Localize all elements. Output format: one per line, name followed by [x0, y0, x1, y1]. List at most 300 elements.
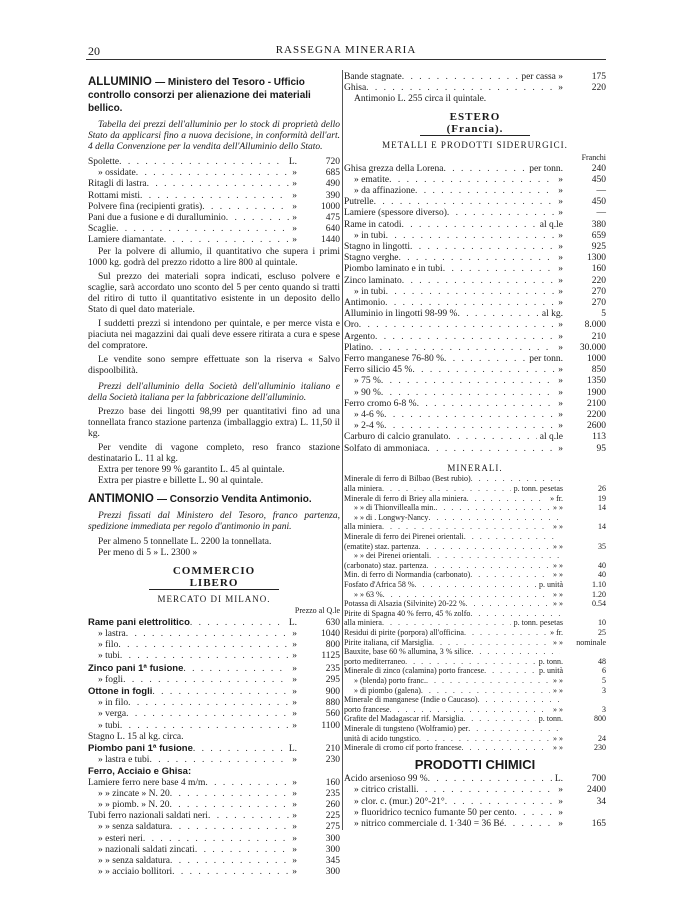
- price-row-label: Ghisa: [344, 83, 367, 94]
- price-row-unit: »: [292, 235, 297, 246]
- leader-dots: [384, 410, 555, 421]
- antimonio-title: ANTIMONIO: [88, 492, 154, 505]
- price-row-value: 235: [325, 788, 340, 799]
- antimonio-subtitle: — Consorzio Vendita Antimonio.: [157, 493, 312, 505]
- mineral-row: [344, 638, 606, 648]
- price-row-label: Putrelle: [344, 197, 374, 208]
- price-row-unit: al q.le: [539, 219, 563, 230]
- mineral-row-label: » di piombo (galena): [354, 685, 421, 695]
- price-row-label: Alluminio in lingotti 98-99 %: [344, 309, 458, 320]
- metalli-title: METALLI E PRODOTTI SIDERURGICI.: [382, 140, 568, 151]
- leader-dots: [445, 797, 556, 808]
- ferro-list: [88, 778, 340, 879]
- mineral-row-label: Potassa di Alsazia (Silvinite) 20-22 %: [344, 599, 466, 609]
- price-row-unit: »: [558, 320, 563, 331]
- chem-row-label: Acido arsenioso 99 %: [344, 774, 428, 785]
- paragraph: Le vendite sono sempre effettuate son la riserva « Salvo dispoolbilità.: [88, 354, 340, 376]
- price-row-value: 880: [325, 698, 340, 709]
- mineral-row: [344, 724, 606, 734]
- leader-dots: [152, 687, 289, 698]
- chem-row: [344, 785, 606, 796]
- mineral-row-label: alla miniera: [344, 618, 382, 628]
- leader-dots: [428, 774, 552, 785]
- mineral-row-label: Minerale di tungsteno (Wolframio) per: [344, 723, 469, 733]
- price-row: [88, 235, 340, 246]
- franchi-caption: Franchi: [581, 153, 606, 162]
- price-row-value: 160: [591, 264, 606, 275]
- price-row-label: Ferro silicio 45 %: [344, 365, 413, 376]
- mineral-row-unit: p. tonn. pesetas: [513, 484, 563, 494]
- price-row-unit: »: [292, 190, 297, 201]
- leader-dots: [359, 320, 555, 331]
- mineral-row-label: » » dei Pirenei orientali: [354, 551, 430, 561]
- leader-dots: [421, 686, 550, 696]
- price-row-label: » lastra: [98, 629, 126, 640]
- leader-dots: [170, 800, 290, 811]
- price-row: [88, 778, 340, 789]
- mineral-row: [344, 705, 606, 715]
- price-row-label: » 75 %: [354, 376, 381, 387]
- price-row-unit: per tonn.: [529, 163, 563, 174]
- price-row-value: 113: [592, 432, 606, 443]
- price-row-label: Lamiere diamantate: [88, 235, 164, 246]
- price-row-label: » » acciaio bollitori: [98, 867, 173, 878]
- price-row: [88, 811, 340, 822]
- price-row-label: » nazionali saldati zincati: [98, 844, 195, 855]
- mineral-row: [344, 618, 606, 628]
- price-row-unit: »: [558, 242, 563, 253]
- price-row: [344, 175, 606, 186]
- price-row-label: Ghisa grezza della Lorena: [344, 163, 444, 174]
- price-row: [88, 743, 340, 755]
- price-row-value: 260: [325, 800, 340, 811]
- antimonio-intro: Prezzi fissati dal Ministero del Tesoro, franco partenza, spedizione immediata per regolo d'antimonio in pani.: [88, 510, 340, 532]
- price-row: [344, 197, 606, 208]
- price-row-unit: per cassa »: [521, 72, 563, 82]
- chem-row-unit: »: [558, 819, 563, 830]
- mineral-row: [344, 743, 606, 753]
- leader-dots: [504, 819, 555, 830]
- price-row-label: Lamiere ferro nere base 4 m/m: [88, 777, 206, 788]
- leader-dots: [193, 744, 286, 755]
- mineral-row-label: » » di Thionvillealla min.: [354, 503, 436, 513]
- leader-dots: [471, 647, 560, 657]
- mineral-row-value: 230: [594, 743, 606, 753]
- mineral-row-value: 48: [598, 656, 606, 666]
- mineral-row-value: 35: [598, 541, 606, 551]
- price-row-unit: »: [292, 687, 297, 698]
- mineral-row-label: Min. di ferro di Normandia (carbonato): [344, 570, 471, 580]
- price-row-label: Rottami misti: [88, 190, 140, 201]
- chem-row-value: 165: [591, 819, 606, 830]
- mineral-row: [344, 666, 606, 676]
- price-row-value: 490: [325, 179, 340, 190]
- mineral-row: [344, 599, 606, 609]
- mineral-row-unit: » »: [553, 541, 563, 551]
- leader-dots: [381, 388, 555, 399]
- price-row: [88, 663, 340, 675]
- leader-dots: [444, 354, 526, 365]
- price-row-value: 210: [325, 744, 340, 755]
- price-row: [88, 800, 340, 811]
- leader-dots: [202, 202, 289, 213]
- leader-dots: [415, 186, 555, 197]
- price-row-unit: »: [558, 230, 563, 241]
- price-row-unit: »: [292, 833, 297, 844]
- price-row-value: 220: [591, 275, 606, 286]
- price-row: [344, 242, 606, 253]
- mineral-row-label: Minerale di ferro dei Pirenei orientali: [344, 532, 464, 542]
- mineral-row: [344, 513, 606, 523]
- antimonio-heading: [88, 493, 340, 506]
- mineral-row: [344, 647, 606, 657]
- price-row: [88, 179, 340, 190]
- price-row: [88, 651, 340, 662]
- price-row: [88, 202, 340, 213]
- price-row: [88, 157, 340, 168]
- price-row-unit: L.: [288, 157, 297, 167]
- mineral-row-label: Grafite del Madagascar rif. Marsiglia: [344, 714, 464, 724]
- leader-dots: [136, 168, 290, 179]
- price-row-unit: »: [558, 83, 563, 94]
- price-row-unit: »: [292, 720, 297, 731]
- chimici-title: PRODOTTI CHIMICI: [414, 756, 536, 772]
- mineral-row-label: Minerale di zinco (calamina) porto francese: [344, 666, 485, 676]
- price-row: [88, 675, 340, 686]
- mineral-row-value: 10: [598, 618, 606, 628]
- price-row-unit: »: [292, 811, 297, 822]
- price-row-label: Piombo pani 1ª fusione: [88, 743, 193, 755]
- price-row-value: 300: [325, 844, 340, 855]
- zinco-list: [88, 663, 340, 686]
- leader-dots: [463, 714, 535, 724]
- price-row: [344, 320, 606, 331]
- price-row-label: » » senza saldatura: [98, 822, 171, 833]
- price-row-value: 300: [325, 833, 340, 844]
- price-row: [88, 755, 340, 766]
- chem-row-value: 700: [591, 774, 606, 785]
- price-row: [344, 298, 606, 309]
- price-row: [344, 72, 606, 83]
- mineral-row: [344, 590, 606, 600]
- price-row-label: Ottone in fogli: [88, 686, 153, 698]
- price-row-label: Zinco laminato: [344, 275, 402, 286]
- price-row-unit: »: [292, 640, 297, 651]
- chem-row-unit: L.: [554, 774, 563, 785]
- alluminio-heading: [88, 76, 340, 115]
- price-row-value: 900: [325, 687, 340, 698]
- leader-dots: [382, 484, 511, 494]
- mineral-row: [344, 522, 606, 532]
- mineral-row-unit: » fr.: [550, 627, 563, 637]
- mercato-milano: MERCATO DI MILANO.: [157, 593, 271, 604]
- price-row: [344, 432, 606, 443]
- leader-dots: [386, 287, 556, 298]
- price-row-value: 2100: [587, 398, 606, 409]
- price-row-value: 345: [325, 856, 340, 867]
- antimonio-line: Per almeno 5 tonnellate L. 2200 la tonnellata.: [98, 536, 272, 547]
- leader-dots: [417, 399, 556, 410]
- leader-dots: [402, 72, 519, 83]
- price-row-unit: »: [558, 421, 563, 432]
- price-row-label: » ossidate: [98, 168, 136, 179]
- mineral-row-label: alla miniera: [344, 522, 382, 532]
- mineral-row: [344, 570, 606, 580]
- price-row-label: » fogli: [98, 674, 124, 685]
- price-row-value: 225: [325, 811, 340, 822]
- leader-dots: [447, 208, 555, 219]
- mineral-row-unit: p. tonn. pesetas: [513, 618, 563, 628]
- leader-dots: [429, 551, 560, 561]
- mineral-row-label: » » di . Longwy-Nancy: [354, 512, 429, 522]
- mineral-row-unit: p. unità: [539, 666, 563, 676]
- mineral-row: [344, 532, 606, 542]
- price-row-label: Stagno in lingotti: [344, 242, 410, 253]
- price-row-unit: »: [558, 286, 563, 297]
- leader-dots: [170, 789, 289, 800]
- price-row: [344, 164, 606, 175]
- price-row-value: 1000: [321, 201, 340, 212]
- price-row: [344, 231, 606, 242]
- leader-dots: [183, 664, 289, 675]
- price-row: [344, 444, 606, 455]
- leader-dots: [382, 522, 550, 532]
- price-row-label: » in tubi: [354, 286, 386, 297]
- mineral-row: [344, 503, 606, 513]
- price-row-value: 2600: [587, 421, 606, 432]
- mineral-row-unit: » »: [553, 599, 563, 609]
- price-row-label: Zinco pani 1ª fusione: [88, 662, 184, 674]
- alluminio-subtitle: — Ministero del Tesoro - Ufficio controllo consorzi per alienazione dei materiali bellico.: [88, 77, 311, 114]
- price-row-label: » in tubi: [354, 230, 386, 241]
- price-row-label: Ferro manganese 76-80 %: [344, 354, 444, 365]
- stagno-text: Stagno L. 15 al kg. circa.: [88, 731, 184, 742]
- price-row: [344, 354, 606, 365]
- leader-dots: [120, 721, 289, 732]
- leader-dots: [140, 191, 289, 202]
- price-row: [344, 365, 606, 376]
- column-divider: [342, 70, 343, 830]
- chem-row-value: 2400: [587, 785, 606, 796]
- mineral-row-label: Residui di pirite (porpora) all'officina: [344, 627, 464, 637]
- price-row-value: 210: [591, 331, 606, 342]
- leader-dots: [464, 628, 547, 638]
- price-row-unit: »: [558, 208, 563, 219]
- leader-dots: [170, 822, 289, 833]
- mineral-row-unit: p. unità: [539, 580, 563, 589]
- price-row-label: » » piomb. » N. 20: [98, 800, 170, 811]
- price-row-value: 800: [325, 640, 340, 651]
- ferro-heading: Ferro, Acciaio e Ghisa:: [88, 766, 192, 778]
- leader-dots: [435, 503, 550, 513]
- mineral-row: [344, 628, 606, 638]
- leader-dots: [128, 698, 289, 709]
- ottone-list: [88, 686, 340, 732]
- price-row: [88, 168, 340, 179]
- mineral-row: [344, 580, 606, 590]
- price-row-value: —: [596, 208, 606, 219]
- price-row-label: » 90 %: [354, 387, 381, 398]
- mineral-row: [344, 494, 606, 504]
- mineral-row-label: porto mediterraneo: [344, 656, 406, 666]
- page-number: 20: [88, 44, 100, 58]
- leader-dots: [384, 421, 555, 432]
- chem-row-unit: »: [558, 785, 563, 796]
- leader-dots: [419, 734, 550, 744]
- leader-dots: [484, 666, 536, 676]
- price-row-unit: »: [558, 342, 563, 353]
- price-caption: Prezzo al Q.le: [294, 606, 340, 616]
- price-row-value: 925: [591, 242, 606, 253]
- price-row-unit: al q.le: [539, 432, 563, 443]
- alluminio-societa-note: Prezzi dell'alluminio della Società dell'alluminio italiano e della Società italiana per la fabbricazione dell'alluminio.: [88, 381, 340, 403]
- mineral-row-label: (carbonato) staz. partenza: [344, 560, 427, 570]
- price-row: [88, 834, 340, 845]
- price-row-value: —: [596, 186, 606, 196]
- price-row: [88, 845, 340, 856]
- price-row-unit: »: [292, 709, 297, 720]
- leader-dots: [374, 197, 556, 208]
- price-row: [88, 686, 340, 698]
- leader-dots: [226, 213, 290, 224]
- price-row-unit: »: [558, 443, 563, 454]
- mineral-row: [344, 484, 606, 494]
- price-row: [344, 343, 606, 354]
- chem-row: [344, 774, 606, 785]
- alluminio-intro: Tabella dei prezzi dell'alluminio per lo stock di proprietà dello Stato da applicarsi fino a nuova decisione, in conformità dell'art. 4 della Convenzione per la vendita dell'Alluminio dello Stato.: [88, 120, 340, 152]
- price-row-label: Platino: [344, 342, 371, 353]
- price-row-value: 5: [601, 309, 606, 320]
- stagno-line: [88, 732, 340, 743]
- mineral-row: [344, 695, 606, 705]
- price-row-label: » tubi: [98, 651, 120, 662]
- piombo-list: [88, 743, 340, 766]
- price-row-label: Piombo laminato e in tubi: [344, 264, 443, 275]
- price-row-label: Ferro cromo 6-8 %: [344, 398, 417, 409]
- mineral-row-value: 1.20: [592, 589, 606, 599]
- mineral-row-value: 6: [602, 666, 606, 676]
- price-row-label: » » zincate » N. 20: [98, 788, 170, 799]
- price-row: [88, 867, 340, 878]
- chem-row-unit: »: [558, 796, 563, 807]
- leader-dots: [418, 542, 550, 552]
- chem-row-label: » clor. c. (mur.) 20°-21°: [354, 796, 445, 807]
- mineral-row-label: Pirite italiana, cif Marsiglia: [344, 637, 432, 647]
- price-row: [344, 388, 606, 399]
- price-row: [344, 186, 606, 197]
- price-row: [88, 617, 340, 629]
- price-row-unit: »: [292, 844, 297, 855]
- leader-dots: [398, 253, 555, 264]
- leader-dots: [208, 811, 289, 822]
- leader-dots: [412, 365, 555, 376]
- price-row-value: 235: [325, 663, 340, 674]
- leader-dots: [119, 157, 286, 168]
- leader-dots: [470, 609, 560, 619]
- mineral-row-label: » » 63 %: [354, 589, 383, 599]
- price-row-value: 630: [325, 617, 340, 628]
- mineral-row-unit: p. tonn.: [538, 656, 563, 666]
- price-row-value: 240: [591, 163, 606, 174]
- price-row-unit: »: [558, 253, 563, 264]
- price-row-value: 275: [325, 822, 340, 833]
- right-column: [344, 72, 606, 830]
- price-row-value: 685: [325, 168, 340, 179]
- price-row-value: 1440: [321, 235, 340, 246]
- price-row-label: Spolette: [88, 157, 120, 167]
- price-row-label: Ritagli di lastra: [88, 179, 147, 190]
- price-row-label: » tubi: [98, 720, 120, 731]
- journal-title: RASSEGNA MINERARIA: [275, 44, 417, 56]
- price-row-label: Polvere fina (recipienti gratis): [88, 201, 203, 212]
- price-row-unit: »: [558, 410, 563, 421]
- mineral-row-value: 1.10: [592, 580, 606, 589]
- mineral-row-unit: » »: [553, 560, 563, 570]
- price-row-label: » lastra e tubi: [98, 755, 150, 766]
- paragraph: Per vendite di vagone completo, reso franco stazione destinatario L. 11 al kg.: [88, 442, 340, 464]
- mineral-row-unit: » »: [553, 503, 563, 513]
- price-row-label: » esteri neri: [98, 833, 143, 844]
- leader-dots: [147, 179, 290, 190]
- leader-dots: [143, 834, 289, 845]
- price-row-unit: »: [558, 365, 563, 376]
- price-row-unit: »: [292, 674, 297, 685]
- leader-dots: [471, 474, 560, 484]
- price-row: [88, 822, 340, 833]
- price-row-label: » » senza saldatura: [98, 856, 171, 867]
- price-row: [88, 191, 340, 202]
- mineral-row-value: 19: [598, 493, 606, 503]
- mineral-row: [344, 686, 606, 696]
- leader-dots: [383, 590, 550, 600]
- chem-row-label: » fluoridrico tecnico fumante 50 per cento: [354, 807, 515, 818]
- mineral-row-label: Minerale di ferro di Briey alla miniera: [344, 493, 467, 503]
- leader-dots: [366, 83, 555, 94]
- price-row: [88, 224, 340, 235]
- leader-dots: [381, 376, 555, 387]
- mineral-row-label: Bauxite, base 60 % allumina, 3 % silice: [344, 647, 472, 657]
- price-row: [344, 376, 606, 387]
- price-row-unit: »: [292, 629, 297, 640]
- leader-dots: [427, 444, 555, 455]
- mineral-row: [344, 609, 606, 619]
- alluminio-price-list: [88, 157, 340, 247]
- leader-dots: [164, 235, 290, 246]
- minerali-list: [344, 474, 606, 752]
- leader-dots: [457, 309, 538, 320]
- leader-dots: [415, 580, 536, 590]
- leader-dots: [382, 618, 511, 628]
- left-column: [88, 72, 340, 878]
- price-row: [88, 640, 340, 651]
- paragraph: Sul prezzo dei materiali sopra indicati, escluso polvere e scaglie, sarà accordato uno sconto del 5 per cento quando si tratti del ritiro di tutto il quantitativo esistente in un deposito dello Stato di quel dato materiale.: [88, 271, 340, 315]
- price-row: [88, 698, 340, 709]
- price-row-unit: per tonn.: [529, 354, 563, 365]
- leader-dots: [514, 808, 555, 819]
- price-row: [88, 709, 340, 720]
- paragraph: Prezzo base dei lingotti 98,99 per quantitativi fino ad una tonnellata franco stazione partenza (imballaggio extra) L. 11,50 il kg.: [88, 406, 340, 439]
- leader-dots: [462, 743, 550, 753]
- mineral-row: [344, 474, 606, 484]
- leader-dots: [416, 785, 555, 796]
- paragraph: I suddetti prezzi si intendono per quintale, e per merce vista e piaciuta nei magazzini dai quali deve essere ritirata a cura e spese del compratore.: [88, 318, 340, 351]
- price-row-unit: »: [558, 298, 563, 309]
- price-row-unit: »: [292, 168, 297, 179]
- price-row-label: Rame in catodi: [344, 219, 402, 230]
- price-row-label: » ematite: [354, 174, 390, 185]
- mineral-row-unit: » fr.: [550, 493, 563, 503]
- price-row-label: » verga: [98, 709, 127, 720]
